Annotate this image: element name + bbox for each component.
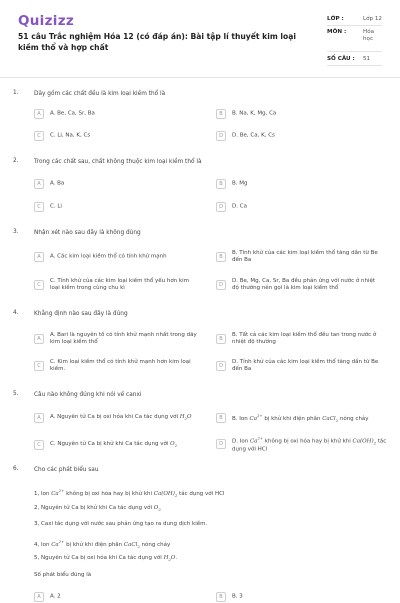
option-c[interactable]: C C. Li, Na, K, Cs [34,130,204,142]
closing-text: Số phát biểu đúng là [34,572,92,578]
option-c[interactable]: C C. Nguyên tử Ca bị khử khi Ca tác dụng với $O_2$ [34,437,204,453]
option-a[interactable]: A A. Nguyên tử Ca bị oxi hóa khi Ca tác dụng với $H_2O$ [34,411,204,425]
option-b[interactable]: B B. Tính khử của các kim loại kiềm thổ tăng dần từ Be đến Ba [216,248,386,266]
option-b[interactable]: B B. Tất cả các kim loại kiềm thổ đều tan trong nước ở nhiệt độ thường [216,330,386,348]
option-d[interactable]: D D. Ca [216,201,386,213]
option-letter: A [34,109,44,119]
option-d[interactable]: D D. Be, Mg, Ca, Sr, Ba đều phản ứng với nước ở nhiệt độ thường nên gọi là kim loại kiềm thổ [216,276,386,294]
option-b[interactable]: B B. 3 [216,591,386,603]
page-title: 51 câu Trắc nghiệm Hóa 12 (có đáp án): Bài tập lí thuyết kim loại kiềm thổ và hợp chất [18,32,296,52]
option-d[interactable]: D D. Ion $Ca^{2+}$ không bị oxi hóa hay bị khử khi $Ca(OH)_2$ tác dụng với HCl [216,434,386,454]
option-a[interactable]: A A. Ba [34,178,204,190]
option-b[interactable]: B B. Na, K, Mg, Ca [216,108,386,120]
question-number: 1. [13,90,19,96]
option-b[interactable]: B B. Mg [216,178,386,190]
option-a[interactable]: A A. Be, Ca, Sr, Ba [34,108,204,120]
option-d[interactable]: D D. Be, Ca, K, Cs [216,130,386,142]
option-c[interactable]: C C. Kim loại kiềm thổ có tính khử mạnh hơn kim loại kiềm. [34,357,204,375]
option-a[interactable]: A A. 2 [34,591,204,603]
option-c[interactable]: C C. Tính khử của các kim loại kiềm thổ yếu hơn kim loại kiềm trong cùng chu kì [34,276,204,294]
worksheet-header: Quizizz 51 câu Trắc nghiệm Hóa 12 (có đáp án): Bài tập lí thuyết kim loại kiềm thổ và hợp chất LỚP : Lớp 12 MÔN : Hóa học SỐ CÂU : 51 [0,0,400,78]
option-a[interactable]: A A. Các kim loại kiềm thổ có tính khử mạnh [34,250,204,264]
statement-5: 5, Nguyên tử Ca bị oxi hóa khi Ca tác dụng với $H_2O$. [34,555,178,563]
option-b[interactable]: B B. Ion $Ca^{2+}$ bị khử khi điện phân CaCl$_2$ nóng chảy [216,411,386,425]
quizizz-logo[interactable]: Quizizz [18,13,75,29]
statement-2: 2, Nguyên tử Ca bị khử khi Ca tác dụng với $O_2$ [34,505,161,513]
statement-1: 1, Ion $Ca^{2+}$ không bị oxi hóa hay bị khử khi $Ca(OH)_2$ tác dụng với HCl [34,488,225,498]
statement-3: 3, Caxi tác dụng với nước sau phản ứng tạo ra dung dịch kiềm. [34,521,208,527]
option-d[interactable]: D D. Tính khử của các kim loại kiềm thổ tăng dần từ Be đến Ba [216,357,386,375]
question-text: Dãy gồm các chất đều là kim loại kiềm thổ là [34,91,166,97]
statement-4: 4, Ion $Ca^{2+}$ bị khử khi điện phân CaCl$_2$ nóng chảy [34,539,171,549]
option-c[interactable]: C C. Li [34,201,204,213]
option-a[interactable]: A A. Bari là nguyên tố có tính khử mạnh nhất trong dãy kim loại kiềm thổ [34,330,204,348]
